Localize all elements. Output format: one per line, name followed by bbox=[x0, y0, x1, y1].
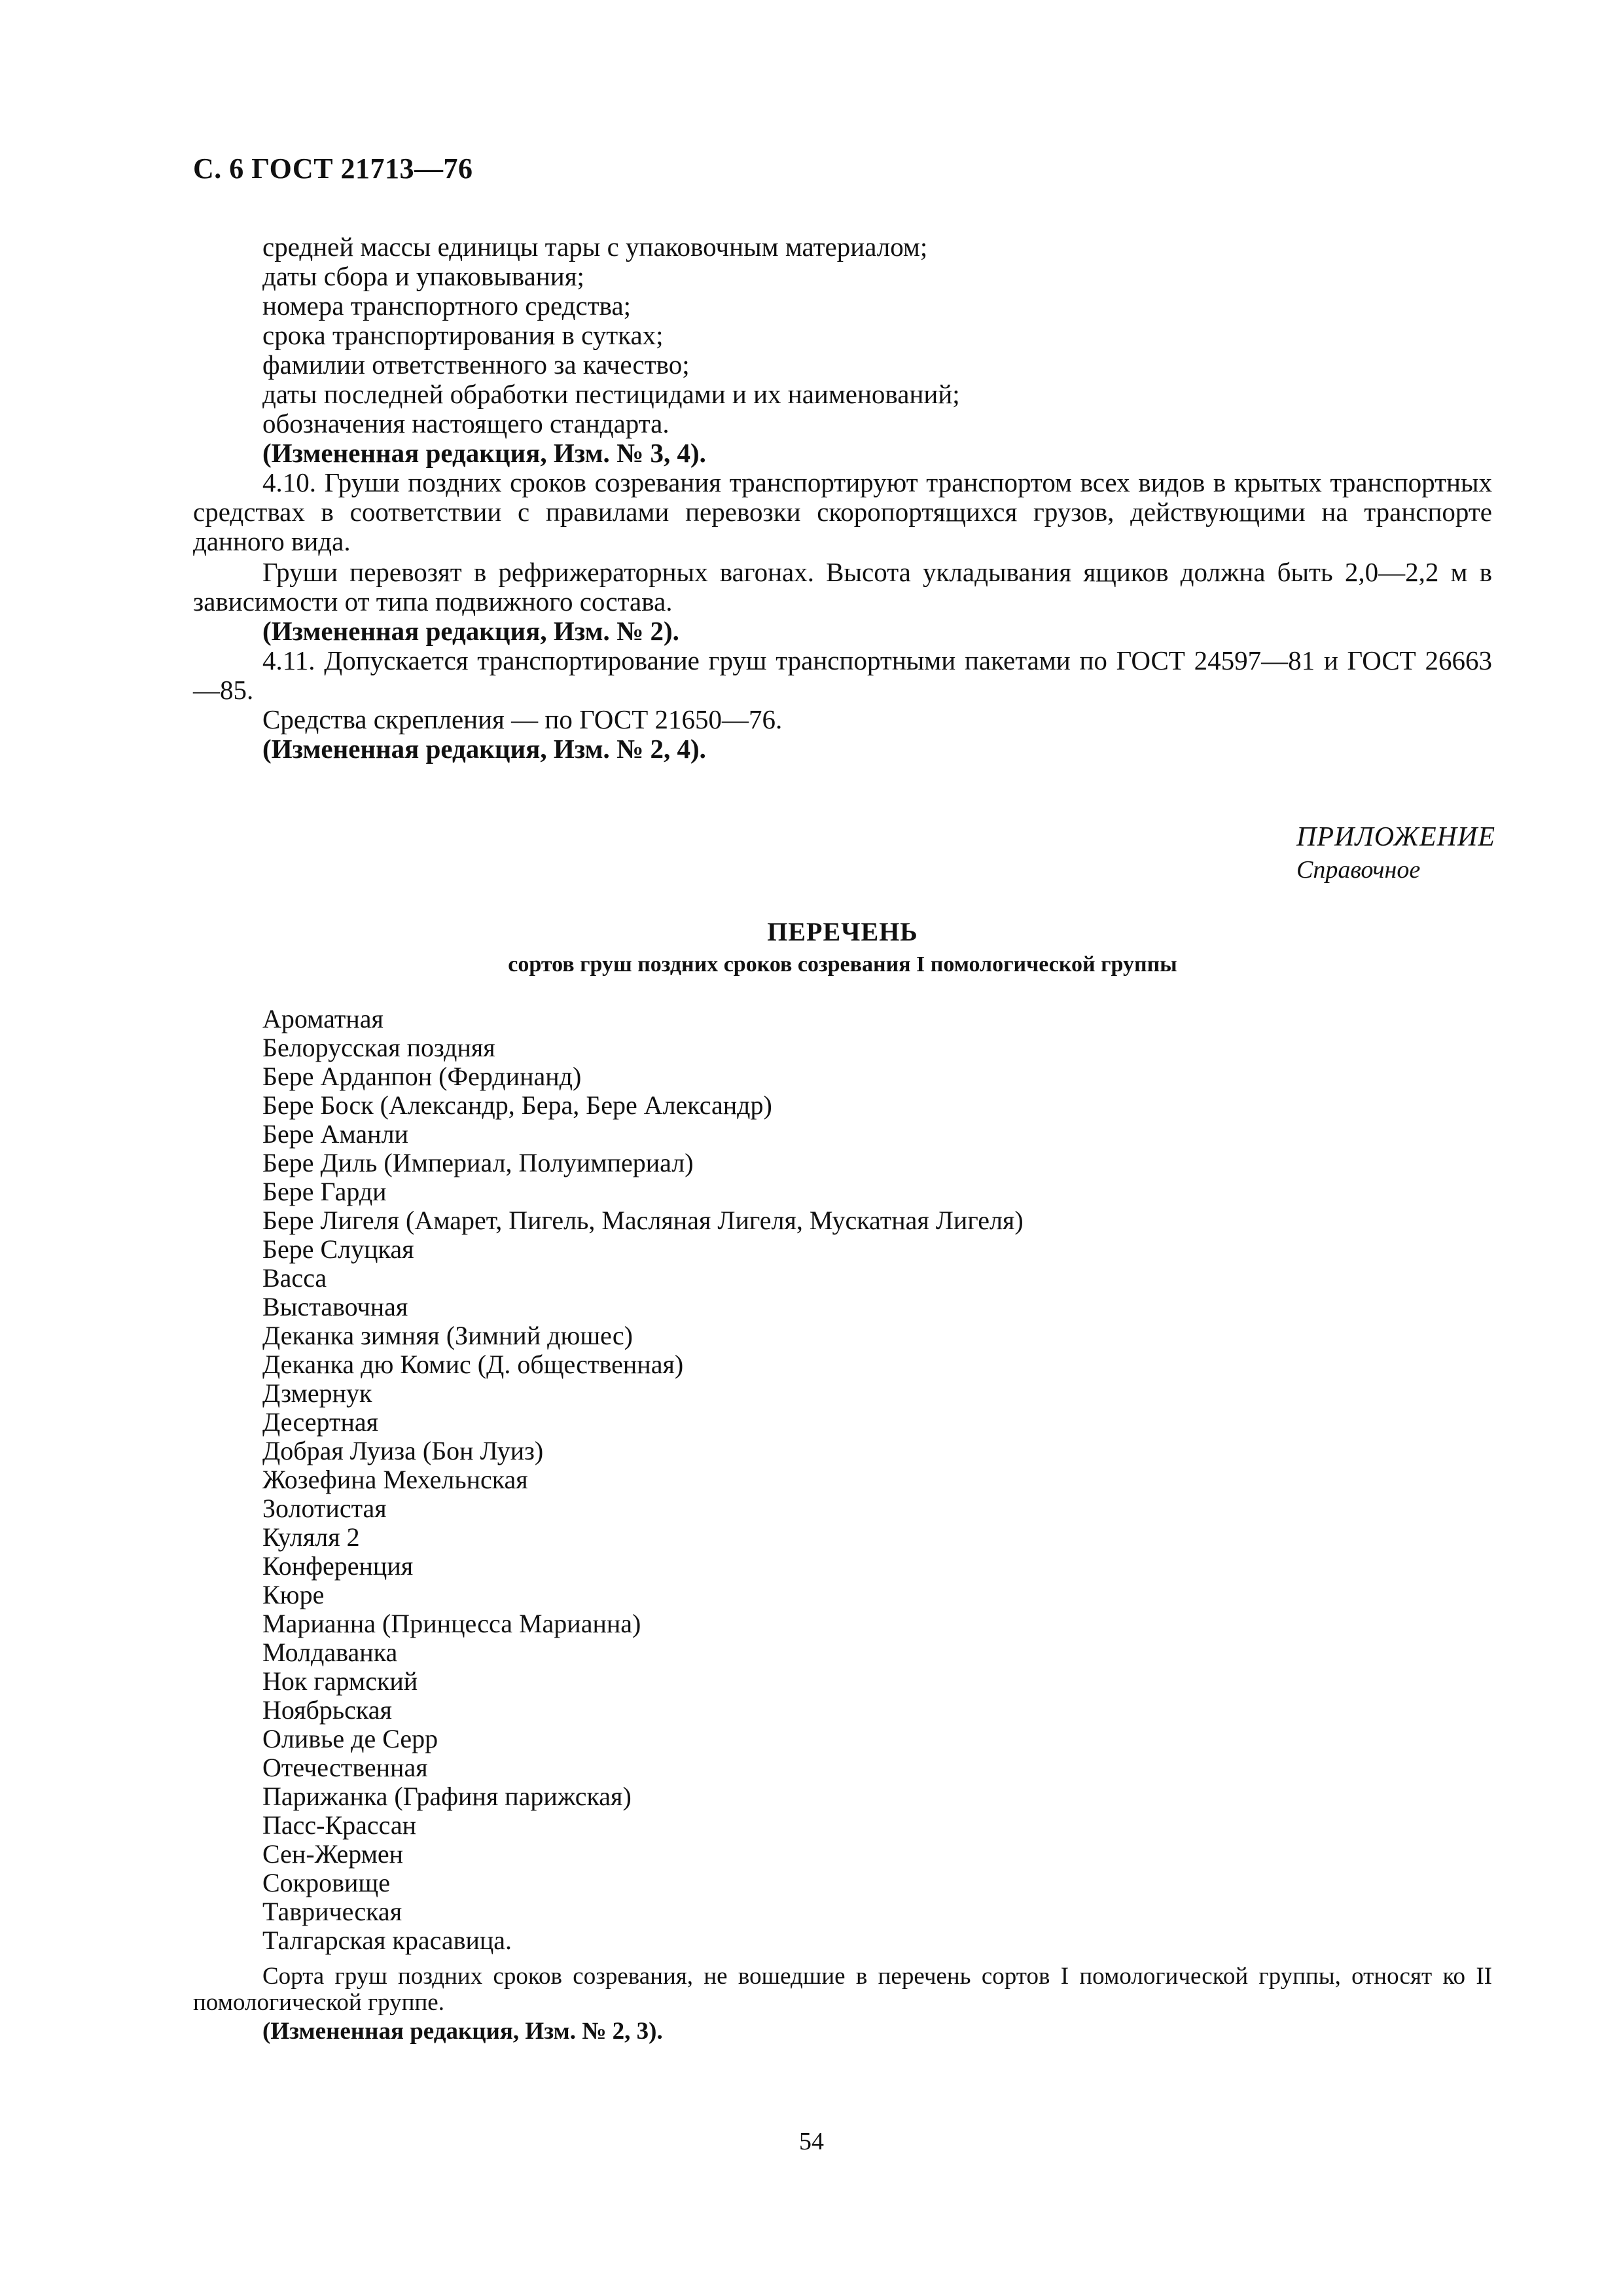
variety-item: Дзмернук bbox=[262, 1378, 372, 1408]
marking-requirements-block bbox=[193, 232, 1492, 764]
variety-item: Бере Гарди bbox=[262, 1177, 387, 1206]
paragraph-4-11: 4.11. Допускается транспортирование груш транспортными пакетами по ГОСТ 24597—81 и ГОСТ 26663—85. bbox=[193, 645, 1492, 705]
variety-item: Золотистая bbox=[262, 1494, 387, 1523]
variety-item: Бере Арданпон (Фердинанд) bbox=[262, 1062, 582, 1091]
variety-item: Отечественная bbox=[262, 1753, 428, 1782]
varieties-list bbox=[262, 1005, 1024, 1955]
variety-item: Бере Диль (Империал, Полуимпериал) bbox=[262, 1148, 694, 1177]
list-item: обозначения настоящего стандарта. bbox=[262, 408, 669, 439]
variety-item: Нок гармский bbox=[262, 1666, 418, 1696]
variety-item: Белорусская поздняя bbox=[262, 1033, 495, 1062]
variety-item: Ноябрьская bbox=[262, 1695, 392, 1725]
variety-item: Васса bbox=[262, 1263, 327, 1293]
variety-item: Сен-Жермен bbox=[262, 1839, 404, 1869]
appendix-title: ПРИЛОЖЕНИЕ bbox=[1296, 822, 1495, 852]
variety-item: Парижанка (Графиня парижская) bbox=[262, 1782, 632, 1811]
variety-item: Куляля 2 bbox=[262, 1522, 360, 1552]
variety-item: Выставочная bbox=[262, 1292, 408, 1321]
closing-paragraph: Сорта груш поздних сроков созревания, не вошедшие в перечень сортов I помологической группы, относят ко II помологической группе. bbox=[193, 1963, 1492, 2016]
list-item: средней массы единицы тары с упаковочным материалом; bbox=[262, 232, 928, 262]
variety-item: Деканка зимняя (Зимний дюшес) bbox=[262, 1321, 633, 1350]
page-number: 54 bbox=[799, 2128, 824, 2155]
list-item: фамилии ответственного за качество; bbox=[262, 350, 690, 380]
variety-item: Деканка дю Комис (Д. общественная) bbox=[262, 1350, 684, 1379]
page-header: С. 6 ГОСТ 21713—76 bbox=[193, 152, 473, 185]
variety-item: Десертная bbox=[262, 1407, 379, 1437]
list-title: ПЕРЕЧЕНЬ bbox=[767, 917, 918, 946]
variety-item: Сокровище bbox=[262, 1868, 390, 1897]
variety-item: Пасс-Крассан bbox=[262, 1810, 417, 1840]
list-item: срока транспортирования в сутках; bbox=[262, 320, 664, 350]
variety-item: Бере Боск (Александр, Бера, Бере Александр) bbox=[262, 1090, 772, 1120]
variety-item: Талгарская красавица. bbox=[262, 1926, 512, 1955]
paragraph-fasteners: Средства скрепления — по ГОСТ 21650—76. bbox=[262, 704, 783, 734]
variety-item: Ароматная bbox=[262, 1004, 383, 1033]
list-item: номера транспортного средства; bbox=[262, 291, 632, 321]
variety-item: Бере Слуцкая bbox=[262, 1234, 414, 1264]
variety-item: Бере Лигеля (Амарет, Пигель, Масляная Лигеля, Мускатная Лигеля) bbox=[262, 1206, 1024, 1235]
amendment-note: (Измененная редакция, Изм. № 2, 3). bbox=[262, 2018, 663, 2045]
amendment-note: (Измененная редакция, Изм. № 2, 4). bbox=[262, 734, 706, 764]
variety-item: Конференция bbox=[262, 1551, 414, 1581]
list-item: даты последней обработки пестицидами и их наименований; bbox=[262, 379, 960, 409]
variety-item: Марианна (Принцесса Марианна) bbox=[262, 1609, 641, 1638]
variety-item: Молдаванка bbox=[262, 1638, 398, 1667]
variety-item: Бере Аманли bbox=[262, 1119, 408, 1149]
variety-item: Кюре bbox=[262, 1580, 325, 1609]
list-subtitle: сортов груш поздних сроков созревания I помологической группы bbox=[508, 952, 1177, 977]
amendment-note: (Измененная редакция, Изм. № 3, 4). bbox=[262, 438, 706, 468]
variety-item: Добрая Луиза (Бон Луиз) bbox=[262, 1436, 544, 1465]
list-item: даты сбора и упаковывания; bbox=[262, 261, 584, 291]
variety-item: Жозефина Мехельнская bbox=[262, 1465, 528, 1494]
variety-item: Оливье де Серр bbox=[262, 1724, 438, 1753]
amendment-note: (Измененная редакция, Изм. № 2). bbox=[262, 616, 679, 646]
closing-block bbox=[193, 1964, 1492, 2048]
appendix-label bbox=[1296, 821, 1495, 884]
paragraph-4-10: 4.10. Груши поздних сроков созревания транспортируют транспортом всех видов в крытых транспортных средствах в соответствии с правилами перевозки скоропортящихся грузов, действующими на транспорте данного вида. bbox=[193, 467, 1492, 556]
paragraph-4-10-transport: Груши перевозят в рефрижераторных вагонах. Высота укладывания ящиков должна быть 2,0—2,2 м в зависимости от типа подвижного состава. bbox=[193, 557, 1492, 617]
variety-item: Таврическая bbox=[262, 1897, 402, 1926]
appendix-subtitle: Справочное bbox=[1296, 856, 1421, 884]
